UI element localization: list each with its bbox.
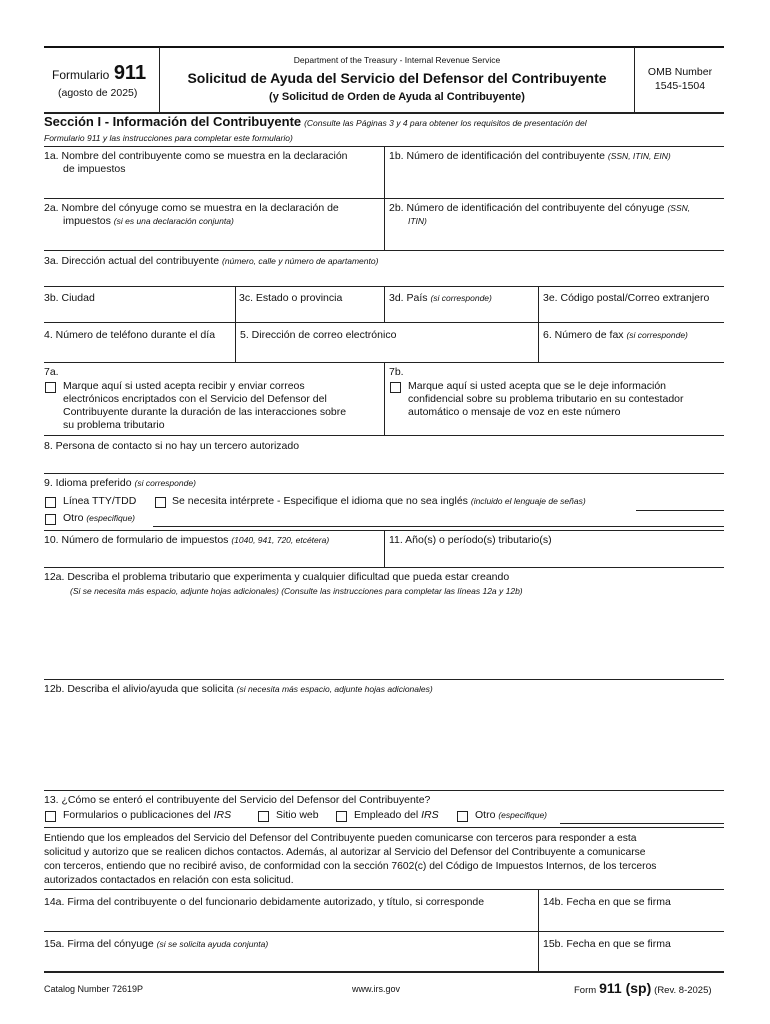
- spouse-signature-input[interactable]: [44, 952, 536, 970]
- field-2a-label: 2a. Nombre del cónyuge como se muestra en la declaración de: [44, 202, 339, 214]
- field-7a-text-3: Contribuyente durante la duración de las interacciones sobre: [63, 406, 347, 418]
- field-4-input[interactable]: [44, 344, 233, 362]
- field-13-label: 13. ¿Cómo se enteró el contribuyente del Servicio del Defensor del Contribuyente?: [44, 794, 431, 806]
- website-label: Sitio web: [276, 809, 319, 821]
- field-1b-input[interactable]: [386, 170, 722, 198]
- section-title: Sección I - Información del Contribuyente: [44, 114, 302, 129]
- catalog-number: Catalog Number 72619P: [44, 984, 144, 994]
- field-11-label: 11. Año(s) o período(s) tributario(s): [389, 534, 552, 546]
- field-1a-label: 1a. Nombre del contribuyente como se muestra en la declaración: [44, 150, 348, 162]
- field-2b-input[interactable]: [386, 230, 722, 250]
- field-3a-input[interactable]: [44, 270, 724, 286]
- field-3d-label: 3d. País (si corresponde): [389, 292, 492, 304]
- field-3c-label: 3c. Estado o provincia: [239, 292, 343, 304]
- website: www.irs.gov: [352, 984, 401, 994]
- field-7b-text-3: automático o mensaje de voz en este número: [408, 406, 621, 418]
- field-3b-label: 3b. Ciudad: [44, 292, 95, 304]
- field-9-label: 9. Idioma preferido (si corresponde): [44, 477, 196, 489]
- field-5-input[interactable]: [237, 344, 536, 362]
- field-10-input[interactable]: [44, 549, 382, 567]
- field-3b-input[interactable]: [44, 306, 233, 322]
- other-source-checkbox[interactable]: [457, 811, 468, 822]
- other-source-input[interactable]: [560, 823, 724, 824]
- field-12a-label: 12a. Describa el problema tributario que experimenta y cualquier dificultad que pueda estar creando: [44, 571, 510, 583]
- field-15b-label: 15b. Fecha en que se firma: [543, 938, 671, 950]
- field-2b-label: 2b. Número de identificación del contribuyente del cónyuge (SSN,: [389, 202, 691, 214]
- omb-number: 1545-1504: [654, 80, 706, 92]
- form-number: 911: [113, 62, 147, 84]
- form-prefix: Formulario: [52, 68, 110, 82]
- field-3a-label: 3a. Dirección actual del contribuyente (número, calle y número de apartamento): [44, 255, 379, 267]
- tty-checkbox[interactable]: [45, 497, 56, 508]
- field-12a-hint: (Si se necesita más espacio, adjunte hojas adicionales) (Consulte las instrucciones para completar las líneas 12a y 12b): [70, 586, 523, 596]
- other-language-label: Otro (especifique): [63, 512, 136, 524]
- field-14a-label: 14a. Firma del contribuyente o del funcionario debidamente autorizado, y título, si corresponde: [44, 896, 485, 908]
- form-title: Solicitud de Ayuda del Servicio del Defensor del Contribuyente: [187, 70, 607, 86]
- irs-employee-label: Empleado del IRS: [354, 809, 439, 821]
- other-language-checkbox[interactable]: [45, 514, 56, 525]
- consent-line-4: autorizados contactados en relación con esta solicitud.: [44, 875, 294, 886]
- field-4-label: 4. Número de teléfono durante el día: [44, 329, 216, 341]
- form-date: (agosto de 2025): [58, 87, 138, 99]
- field-2a-input[interactable]: [44, 230, 382, 250]
- field-7a-label: 7a.: [44, 366, 59, 378]
- irs-employee-checkbox[interactable]: [336, 811, 347, 822]
- forms-publications-checkbox[interactable]: [45, 811, 56, 822]
- field-7a-text-4: su problema tributario: [63, 419, 165, 431]
- field-7a-checkbox[interactable]: [45, 382, 56, 393]
- omb-label: OMB Number: [647, 66, 713, 78]
- field-2b-hint: ITIN): [408, 216, 427, 226]
- field-7b-text-1: Marque aquí si usted acepta que se le deje información: [408, 380, 666, 392]
- field-7b-checkbox[interactable]: [390, 382, 401, 393]
- interpreter-checkbox[interactable]: [155, 497, 166, 508]
- field-8-input[interactable]: [44, 455, 724, 473]
- consent-line-3: con terceros, entiendo que no recibiré aviso, de conformidad con la sección 7602(c) del Código de Impuestos Internos, de los terceros: [44, 861, 657, 872]
- field-10-label: 10. Número de formulario de impuestos (1040, 941, 720, etcétera): [44, 534, 330, 546]
- field-3d-input[interactable]: [386, 306, 536, 322]
- field-5-label: 5. Dirección de correo electrónico: [240, 329, 397, 341]
- field-1a-input[interactable]: [44, 178, 382, 198]
- taxpayer-date-input[interactable]: [540, 911, 722, 929]
- field-12a-input[interactable]: [44, 600, 724, 678]
- spouse-date-input[interactable]: [540, 952, 722, 970]
- agency-line: Department of the Treasury - Internal Revenue Service: [293, 55, 501, 65]
- form-id: [52, 62, 156, 85]
- field-11-input[interactable]: [386, 549, 722, 567]
- other-source-label: Otro (especifique): [475, 809, 548, 821]
- field-3c-input[interactable]: [237, 306, 382, 322]
- consent-line-2: solicitud y autorizo que se realicen dichos contactos. Además, al autorizar al Servicio del Defensor del Contribuyente a comunicarse: [44, 847, 646, 858]
- forms-publications-label: Formularios o publicaciones del IRS: [63, 809, 232, 821]
- website-checkbox[interactable]: [258, 811, 269, 822]
- section-note-2: Formulario 911 y las instrucciones para completar este formulario): [44, 133, 293, 143]
- field-8-label: 8. Persona de contacto si no hay un tercero autorizado: [44, 440, 300, 452]
- tty-label: Línea TTY/TDD: [63, 495, 137, 507]
- field-14b-label: 14b. Fecha en que se firma: [543, 896, 671, 908]
- consent-line-1: Entiendo que los empleados del Servicio del Defensor del Contribuyente pueden comunicarse con terceros para responder a esta: [44, 833, 637, 844]
- field-3e-label: 3e. Código postal/Correo extranjero: [543, 292, 710, 304]
- field-7a-text-1: Marque aquí si usted acepta recibir y enviar correos: [63, 380, 305, 392]
- section-note-1: (Consulte las Páginas 3 y 4 para obtener los requisitos de presentación del: [304, 118, 587, 128]
- field-6-input[interactable]: [540, 344, 722, 362]
- taxpayer-signature-input[interactable]: [44, 911, 536, 929]
- field-1a-label-2: de impuestos: [63, 163, 126, 175]
- interpreter-label: Se necesita intérprete - Especifique el idioma que no sea inglés (incluido el lenguaje de señas): [172, 495, 586, 507]
- form-footer-id: Form 911 (sp) (Rev. 8-2025): [574, 980, 712, 996]
- field-7b-text-2: confidencial sobre su problema tributario en su contestador: [408, 393, 684, 405]
- other-language-input[interactable]: [153, 526, 724, 527]
- field-12b-input[interactable]: [44, 698, 724, 788]
- field-7a-text-2: electrónicos encriptados con el Servicio del Defensor del: [63, 393, 327, 405]
- field-2a-label-2: impuestos (si es una declaración conjunta): [63, 215, 234, 227]
- field-6-label: 6. Número de fax (si corresponde): [543, 329, 688, 341]
- field-1b-label: 1b. Número de identificación del contribuyente (SSN, ITIN, EIN): [389, 150, 671, 162]
- field-15a-label: 15a. Firma del cónyuge (si se solicita ayuda conjunta): [44, 938, 269, 950]
- form-subtitle: (y Solicitud de Orden de Ayuda al Contribuyente): [269, 91, 525, 103]
- field-3e-input[interactable]: [540, 306, 722, 322]
- section-title-line: [44, 115, 587, 130]
- field-7b-label: 7b.: [389, 366, 404, 378]
- field-12b-label: 12b. Describa el alivio/ayuda que solicita (si necesita más espacio, adjunte hojas adicionales): [44, 683, 433, 695]
- interpreter-language-input[interactable]: [636, 510, 724, 511]
